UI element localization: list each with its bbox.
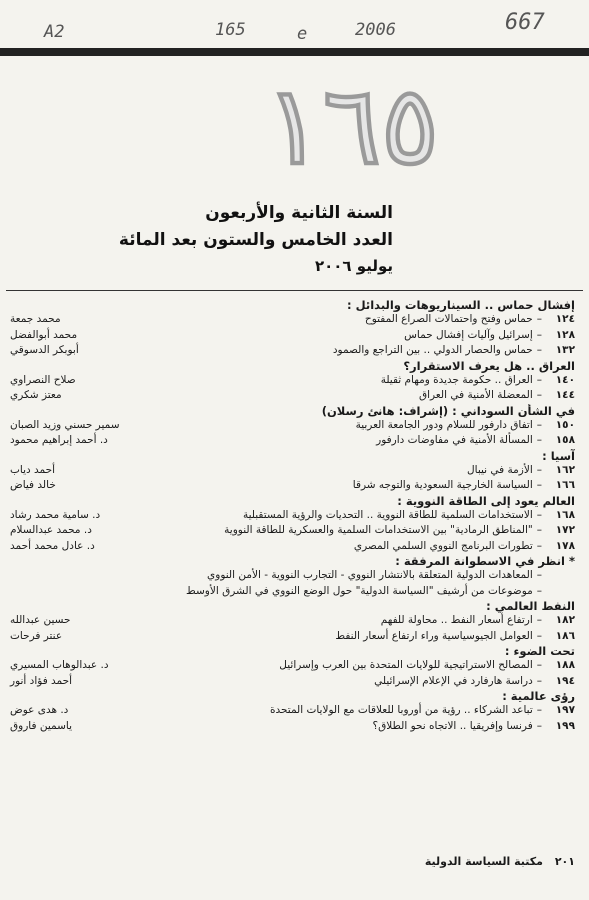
- article-title: اتفاق دارفور للسلام ودور الجامعة العربية: [355, 418, 533, 431]
- section-title: آسيا :: [542, 448, 575, 463]
- article-title-wrap: [404, 328, 542, 344]
- dash-mark: –: [536, 659, 542, 671]
- article-title: الأزمة في نيبال: [466, 463, 533, 476]
- dash-mark: –: [536, 313, 542, 325]
- dash-mark: –: [536, 584, 542, 597]
- toc-row: [8, 343, 575, 359]
- article-author: د. أحمد إبراهيم محمود: [10, 434, 108, 446]
- article-title-wrap: [381, 373, 542, 389]
- page-number: ١٥٨: [555, 434, 575, 446]
- article-title-wrap: [333, 343, 542, 359]
- article-title: السياسة الخارجية السعودية والتوجه شرقا: [352, 479, 533, 491]
- dash-mark: –: [536, 373, 542, 386]
- article-author: د. عبدالوهاب المسيري: [10, 659, 109, 671]
- section-title: رؤى عالمية :: [502, 689, 575, 703]
- article-title-wrap: [270, 703, 542, 719]
- article-title-wrap: [376, 433, 542, 449]
- page-number: ١٩٤: [555, 674, 575, 687]
- handwritten-note: e: [297, 24, 308, 44]
- section-title: تحت الضوء :: [504, 644, 575, 658]
- dash-mark: –: [536, 418, 542, 431]
- article-title: الاستخدامات السلمية للطاقة النووية .. التحديات والرؤية المستقبلية: [242, 508, 533, 521]
- page-number: ١٦٨: [555, 508, 575, 521]
- toc-row: [8, 719, 575, 735]
- dash-mark: –: [536, 719, 542, 732]
- article-author: د. سامية محمد رشاد: [10, 508, 101, 521]
- toc-row: [8, 373, 575, 389]
- page-number: ١٧٨: [555, 539, 575, 552]
- page-number: ١٦٢: [555, 463, 575, 476]
- article-title-wrap: [335, 629, 542, 645]
- page-number: ١٢٤: [555, 313, 575, 325]
- article-title-wrap: [279, 658, 542, 674]
- toc-row: [8, 584, 575, 600]
- article-title: المصالح الاستراتيجية للولايات المتحدة بين العرب وإسرائيل: [279, 659, 533, 671]
- article-author: أبوبكر الدسوقي: [10, 344, 79, 356]
- toc-row: [8, 478, 575, 494]
- dash-mark: –: [536, 629, 542, 642]
- divider: [6, 290, 583, 291]
- page-number: ١٣٢: [555, 344, 575, 356]
- article-title-wrap: [224, 523, 542, 539]
- article-title: تباعد الشركاء .. رؤية من أوروبا للعلاقات مع الولايات المتحدة: [269, 704, 533, 716]
- section-title: * انظر في الاسطوانة المرفقة :: [395, 554, 575, 568]
- page-number: ١٥٠: [555, 418, 575, 431]
- article-title: العوامل الجيوسياسية وراء ارتفاع أسعار النفط: [335, 629, 533, 642]
- article-title: حماس وفتح واحتمالات الصراع المفتوح: [364, 313, 533, 325]
- table-of-contents: [8, 298, 575, 734]
- toc-row: [8, 463, 575, 479]
- dash-mark: –: [536, 328, 542, 341]
- dash-mark: –: [536, 344, 542, 356]
- article-author: معتز شكري: [10, 389, 62, 401]
- page-number: ١٨٦: [555, 629, 575, 642]
- section-title: النفط العالمي :: [486, 599, 575, 613]
- dash-mark: –: [536, 674, 542, 687]
- article-title: العراق .. حكومة جديدة ومهام ثقيلة: [380, 373, 533, 386]
- article-title-wrap: [354, 539, 542, 555]
- toc-row: [8, 629, 575, 645]
- page-number: ١٤٠: [555, 373, 575, 386]
- top-rule: [0, 48, 589, 56]
- article-title: "المناطق الرمادية" بين الاستخدامات السلمية والعسكرية للطاقة النووية: [224, 524, 533, 536]
- article-title: فرنسا وإفريقيا .. الاتجاه نحو الطلاق؟: [372, 719, 533, 732]
- issue-number: ١٦٥: [264, 63, 439, 189]
- article-author: محمد جمعة: [10, 313, 61, 325]
- article-title: تطورات البرنامج النووي السلمي المصري: [353, 539, 533, 552]
- toc-row: [8, 523, 575, 539]
- article-author: خالد فياض: [10, 479, 56, 491]
- dash-mark: –: [536, 614, 542, 626]
- article-title-wrap: [467, 463, 542, 479]
- article-author: عنتر فرحات: [10, 629, 63, 642]
- article-title: ارتفاع أسعار النفط .. محاولة للفهم: [380, 614, 533, 626]
- article-author: أحمد دياب: [10, 463, 56, 476]
- entry-title: مكتبة السياسة الدولية: [424, 855, 543, 868]
- section-title: العراق .. هل يعرف الاستقرار؟: [403, 358, 575, 373]
- page-number: ١٩٩: [555, 719, 575, 732]
- handwritten-note: 2006: [355, 20, 396, 40]
- article-title-wrap: [381, 613, 542, 629]
- page-number: ١٢٨: [555, 328, 575, 341]
- dash-mark: –: [536, 479, 542, 491]
- article-title-wrap: [365, 312, 542, 328]
- article-author: د. محمد عبدالسلام: [10, 524, 92, 536]
- page-number: ١٧٢: [555, 524, 575, 536]
- article-title: المعضلة الأمنية في العراق: [418, 389, 533, 401]
- article-author: د. هدى عوض: [10, 704, 69, 716]
- handwritten-note: 165: [215, 20, 246, 40]
- article-title: دراسة هارفارد في الإعلام الإسرائيلي: [374, 674, 533, 687]
- toc-row: [8, 613, 575, 629]
- dash-mark: –: [536, 569, 542, 581]
- article-title-wrap: [207, 568, 542, 584]
- dash-mark: –: [536, 463, 542, 476]
- dash-mark: –: [536, 539, 542, 552]
- toc-row: [8, 433, 575, 449]
- section-title: العالم يعود إلى الطاقة النووية :: [397, 493, 575, 508]
- article-title-wrap: [373, 719, 542, 735]
- toc-row: [8, 539, 575, 555]
- toc-row: [8, 328, 575, 344]
- page-number: ١٦٦: [555, 479, 575, 491]
- final-entry: [425, 855, 575, 868]
- article-author: سمير حسني وزيد الصبان: [10, 418, 120, 431]
- article-author: أحمد فؤاد أنور: [10, 674, 73, 687]
- toc-row: [8, 568, 575, 584]
- article-title: إسرائيل وآليات إفشال حماس: [404, 328, 533, 341]
- page-number: ١٤٤: [555, 389, 575, 401]
- toc-row: [8, 508, 575, 524]
- dash-mark: –: [536, 434, 542, 446]
- dash-mark: –: [536, 389, 542, 401]
- article-author: د. عادل محمد أحمد: [10, 539, 95, 552]
- dash-mark: –: [536, 524, 542, 536]
- handwritten-note: A2: [44, 22, 65, 42]
- year-line: السنة الثانية والأربعون: [205, 203, 393, 223]
- article-title-wrap: [419, 388, 542, 404]
- article-author: محمد أبوالفضل: [10, 328, 78, 341]
- page-number: ١٩٧: [555, 704, 575, 716]
- page-number: ١٨٨: [555, 659, 575, 671]
- toc-row: [8, 658, 575, 674]
- page-number: ١٨٢: [555, 614, 575, 626]
- article-title-wrap: [243, 508, 542, 524]
- toc-row: [8, 388, 575, 404]
- article-author: ياسمين فاروق: [10, 719, 72, 732]
- issue-line: العدد الخامس والستون بعد المائة: [118, 230, 393, 250]
- article-title: المعاهدات الدولية المتعلقة بالانتشار النووي - التجارب النووية - الأمن النووي: [207, 569, 533, 581]
- toc-row: [8, 312, 575, 328]
- article-title-wrap: [353, 478, 542, 494]
- article-title-wrap: [356, 418, 542, 434]
- page-number: ٢٠١: [554, 855, 575, 868]
- article-title: المسألة الأمنية في مفاوضات دارفور: [376, 434, 533, 446]
- article-author: صلاح النصراوي: [10, 373, 76, 386]
- article-title: موضوعات من أرشيف "السياسة الدولية" حول الوضع النووي في الشرق الأوسط: [186, 584, 533, 597]
- handwritten-note: 667: [505, 10, 545, 35]
- date-line: يوليو ٢٠٠٦: [314, 257, 393, 275]
- toc-row: [8, 703, 575, 719]
- article-title: حماس والحصار الدولي .. بين التراجع والصمود: [332, 344, 533, 356]
- toc-row: [8, 674, 575, 690]
- toc-row: [8, 418, 575, 434]
- article-title-wrap: [374, 674, 542, 690]
- section-title: في الشأن السوداني : (إشراف: هانئ رسلان): [321, 403, 575, 418]
- dash-mark: –: [536, 508, 542, 521]
- section-title: إفشال حماس .. السيناريوهات والبدائل :: [347, 298, 575, 312]
- dash-mark: –: [536, 704, 542, 716]
- article-author: حسين عبدالله: [10, 614, 71, 626]
- article-title-wrap: [186, 584, 542, 600]
